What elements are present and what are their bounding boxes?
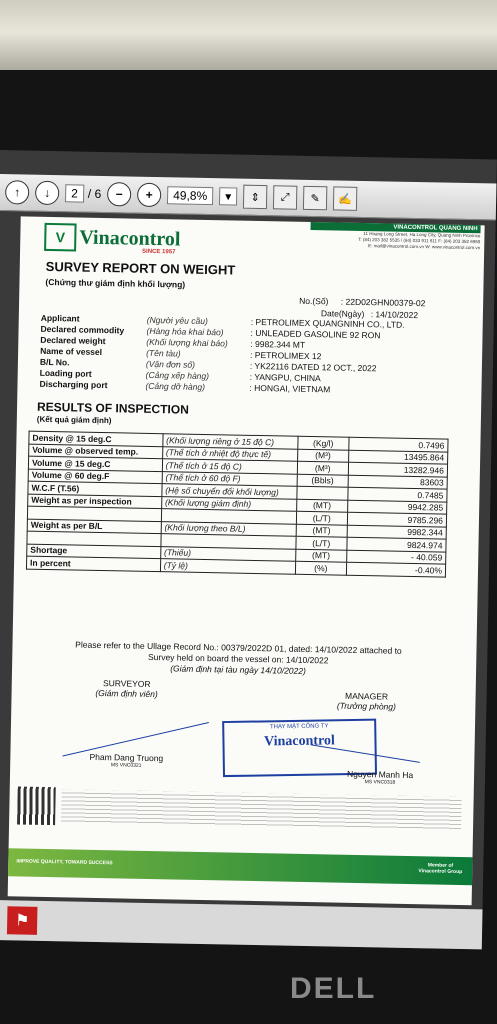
note-survey: Survey held on board the vessel on: 14/10/2022 [147, 651, 329, 666]
row-value: 0.7485 [348, 487, 447, 501]
surveyor-label: SURVEYOR [102, 678, 151, 689]
report-date-label: Date(Ngày) [320, 308, 365, 320]
row-value: - 40.059 [347, 550, 446, 564]
field-label-vi: (Hàng hóa khai báo) [146, 325, 224, 338]
results-subtitle: (Kết quả giám định) [36, 414, 112, 426]
zoom-level-select[interactable]: 49,8% [167, 186, 213, 205]
row-unit: (MT) [296, 524, 348, 537]
row-unit: (Kg/l) [297, 436, 349, 449]
background-wall [0, 0, 497, 80]
row-unit: (M³) [297, 461, 349, 474]
row-label-vi: (Thể tích ở nhiệt độ thực tế) [162, 446, 297, 461]
qr-code [17, 786, 56, 825]
manager-block [311, 690, 421, 712]
row-label: Shortage [27, 544, 161, 559]
company-bar: VINACONTROL QUANG NINH [311, 222, 481, 233]
fit-width-icon[interactable]: ⤢ [273, 185, 297, 209]
field-label-vi: (Vận đơn số) [145, 358, 196, 370]
surveyor-name: Pham Dang Truong [89, 751, 164, 764]
field-value: : PETROLIMEX QUANGNINH CO., LTD. [250, 316, 405, 330]
document-page [8, 216, 485, 905]
surveyor-block [72, 677, 182, 699]
zoom-dropdown-icon[interactable]: ▾ [219, 187, 237, 205]
field-label: Discharging port [39, 378, 108, 391]
field-label-vi: (Cảng xếp hàng) [145, 369, 210, 382]
manager-name-block [330, 768, 430, 786]
stamp-top-text: THAY MẶT CÔNG TY [269, 723, 329, 731]
row-label: Weight as per B/L [27, 519, 161, 534]
row-label: Density @ 15 deg.C [29, 431, 163, 446]
zoom-in-button[interactable]: + [137, 183, 161, 207]
field-label-vi: (Cảng dỡ hàng) [145, 380, 206, 392]
manager-name: Nguyen Manh Ha [346, 768, 414, 781]
row-value: 9785.296 [347, 512, 446, 526]
pdf-app-icon[interactable]: ⚑ [7, 906, 38, 935]
row-value: 13495.864 [349, 450, 448, 464]
logo-text: Vinacontrol [79, 226, 181, 250]
company-contact: T: (84) 203 382 5535 / (84) 033 911 611 F: (84) 203 382 6969 [358, 236, 481, 245]
field-value: : HONGAI, VIETNAM [249, 382, 331, 395]
report-subtitle: (Chứng thư giám định khối lượng) [45, 276, 186, 290]
field-label-vi: (Người yêu cầu) [146, 314, 208, 327]
row-value: 9982.344 [347, 525, 446, 539]
surveyor-name-block [66, 751, 186, 769]
row-label-vi: (Khối lượng giám định) [161, 496, 296, 511]
field-label-vi: (Tên tàu) [146, 347, 181, 359]
row-unit: (L/T) [296, 511, 348, 524]
row-label-vi: (Tỷ lệ) [160, 559, 295, 574]
row-label: Volume @ 15 deg.C [28, 456, 162, 471]
row-label-vi: (Thiếu) [160, 546, 295, 561]
company-web: E: mail@vinacontrol.com.vn W: www.vinacontrol.com.vn [368, 243, 481, 251]
field-value: : PETROLIMEX 12 [250, 349, 322, 362]
row-label-vi: (Khối lượng theo B/L) [161, 521, 296, 536]
row-value: 9942.285 [348, 500, 447, 514]
note-survey-vi: (Giám định tại tàu ngày 14/10/2022) [170, 663, 306, 676]
surveyor-label-vi: (Giám định viên) [95, 687, 158, 700]
row-label-vi: (Thể tích ở 15 độ C) [162, 459, 297, 474]
field-label: Declared commodity [40, 323, 125, 336]
row-value: 0.7496 [349, 437, 448, 451]
row-value: 83603 [348, 475, 447, 489]
field-value: : UNLEADED GASOLINE 92 RON [250, 327, 381, 341]
row-unit [296, 486, 348, 499]
notes-block [48, 639, 429, 679]
page-number-input[interactable]: 2 [65, 184, 84, 202]
field-value: : 9982.344 MT [250, 338, 306, 350]
manager-label-vi: (Trưởng phòng) [336, 700, 396, 712]
fine-print [61, 789, 462, 831]
row-unit: (M³) [297, 449, 349, 462]
row-unit: (Bbls) [297, 474, 349, 487]
row-label: Weight as per inspection [28, 494, 162, 509]
field-label: Name of vessel [40, 345, 103, 357]
comment-icon[interactable]: ✎ [303, 186, 327, 210]
company-header [310, 222, 480, 251]
row-unit: (MT) [296, 499, 348, 512]
field-value: : YANGPU, CHINA [249, 371, 321, 384]
next-page-button[interactable]: ↓ [35, 181, 59, 205]
report-title: SURVEY REPORT ON WEIGHT [45, 258, 236, 278]
report-no [299, 296, 425, 308]
logo-mark-icon: V [44, 223, 77, 252]
field-label: B/L No. [39, 356, 70, 368]
company-address: 11 Hoang Long Street, Ha Long City, Quang Ninh Province [363, 230, 481, 239]
surveyor-code: MS VNC0321 [110, 762, 142, 769]
fit-page-icon[interactable]: ⇕ [243, 185, 267, 209]
row-label: W.C.F (T.56) [28, 481, 162, 496]
row-value: 13282.946 [348, 462, 447, 476]
row-label-vi: (Thể tích ở 60 độ F) [162, 471, 297, 486]
zoom-out-button[interactable]: − [107, 182, 131, 206]
field-label: Declared weight [40, 334, 106, 347]
field-label-vi: (Khối lượng khai báo) [146, 336, 228, 349]
pdf-toolbar [0, 174, 496, 221]
report-date-value: : 14/10/2022 [370, 309, 419, 321]
row-label: In percent [26, 556, 160, 571]
monitor-screen [0, 150, 497, 949]
row-value: 9824.974 [347, 537, 446, 551]
footer-slogan: IMPROVE QUALITY, TOWARD SUCCESS [16, 858, 113, 867]
results-table [26, 431, 449, 578]
row-label: Volume @ observed temp. [29, 444, 163, 459]
row-value: -0.40% [346, 562, 445, 576]
report-no-value: : 22D02GHN00379-02 [340, 296, 426, 309]
since-label: SINCE 1957 [142, 248, 176, 256]
sign-icon[interactable]: ✍ [333, 186, 357, 210]
results-title: RESULTS OF INSPECTION [36, 399, 189, 417]
row-label: Volume @ 60 deg.F [28, 469, 162, 484]
row-label-vi: (Hệ số chuyển đổi khối lượng) [162, 484, 297, 499]
page-total: / 6 [87, 186, 102, 201]
field-label: Applicant [40, 312, 80, 324]
document-footer [8, 848, 472, 885]
row-unit: (MT) [295, 549, 347, 562]
note-ullage: Please refer to the Ullage Record No.: 00379/2022D 01, dated: 14/10/2022 attached to [75, 639, 402, 656]
footer-member-line2: Vinacontrol Group [418, 868, 463, 876]
row-unit: (%) [295, 561, 347, 574]
manager-label: MANAGER [344, 690, 389, 702]
monitor-brand-logo: DELL [290, 972, 377, 1005]
report-no-label: No.(Số) [299, 295, 329, 307]
stamp-logo-text: Vinacontrol [263, 733, 335, 750]
row-label-vi: (Khối lượng riêng ở 15 độ C) [163, 434, 298, 449]
prev-page-button[interactable]: ↑ [5, 180, 29, 204]
footer-member-line1: Member of [427, 862, 454, 869]
field-label: Loading port [39, 367, 92, 379]
row-unit: (L/T) [295, 536, 347, 549]
manager-code: MS VNC0318 [364, 779, 396, 786]
footer-member [418, 862, 462, 875]
field-value: : YK22116 DATED 12 OCT., 2022 [249, 360, 377, 374]
